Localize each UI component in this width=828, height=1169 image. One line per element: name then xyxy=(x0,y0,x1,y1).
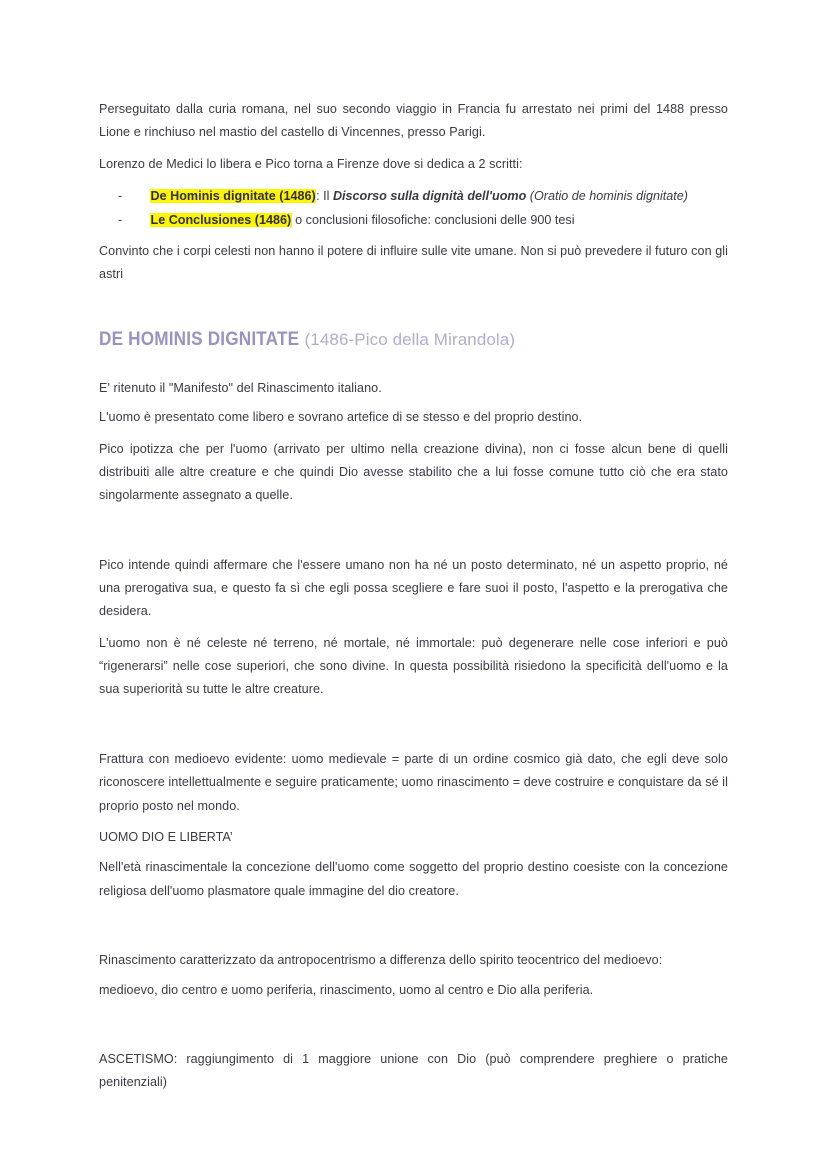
scritti-dash-list xyxy=(99,185,728,232)
paragraph-eta-rinascimentale: Nell'età rinascimentale la concezione dell'uomo come soggetto del proprio destino coesiste con la concezione religiosa dell'uomo plasmatore quale immagine del dio creatore. xyxy=(99,860,728,898)
paragraph-frattura-medioevo: Frattura con medioevo evidente: uomo medievale = parte di un ordine cosmico già dato, che egli deve solo riconoscere intellettualmente e seguire praticamente; uomo rinascimento = deve costruire e conquistare da sé il proprio posto nel mondo. xyxy=(99,752,728,813)
list-item-text-after-highlight: o conclusioni filosofiche: conclusioni delle 900 tesi xyxy=(291,212,575,227)
page-title xyxy=(99,325,728,353)
spacer xyxy=(99,516,728,554)
highlight-le-conclusiones: Le Conclusiones (1486) xyxy=(150,212,292,227)
paragraph-pico-ipotizza: Pico ipotizza che per l'uomo (arrivato per ultimo nella creazione divina), non ci fosse alcun bene di quelli distribuiti alle altre creature e che quindi Dio avesse stabilito che a lui fosse comune tutto ciò che era stato singolarmente assegnato a quelle. xyxy=(99,441,728,503)
section-heading-subtitle: (1486-Pico della Mirandola) xyxy=(304,329,516,349)
paragraph-medioevo-periferia: medioevo, dio centro e uomo periferia, rinascimento, uomo al centro e Dio alla periferia. xyxy=(99,982,594,997)
spacer xyxy=(99,359,728,377)
dash-marker-icon: - xyxy=(118,212,123,227)
paragraph-perseguitato: Perseguitato dalla curia romana, nel suo secondo viaggio in Francia fu arrestato nei primi del 1488 presso Lione e rinchiuso nel mastio del castello di Vincennes, presso Parigi. xyxy=(99,102,728,140)
paragraph-corpi-celesti: Convinto che i corpi celesti non hanno il potere di influire sulle vite umane. Non si può prevedere il futuro con gli astri xyxy=(99,244,729,282)
paragraph-antropocentrismo: Rinascimento caratterizzato da antropocentrismo a differenza dello spirito teocentrico del medioevo: xyxy=(99,953,663,968)
paragraph-uomo-ne-celeste: L'uomo non è né celeste né terreno, né mortale, né immortale: può degenerare nelle cose inferiori e può “rigenerarsi” nelle cose superiori, che sono divine. In questa possibilità risiedono la specificità dell'uomo e la sua superiorità su tutte le altre creature. xyxy=(99,636,728,697)
document-text-column xyxy=(99,98,728,1103)
italic-oratio-de-hominis-dignitate: (Oratio de hominis dignitate) xyxy=(526,188,688,203)
paragraph-lorenzo-de-medici: Lorenzo de Medici lo libera e Pico torna a Firenze dove si dedica a 2 scritti: xyxy=(99,156,523,171)
subheading-uomo-dio-liberta: UOMO DIO E LIBERTA’ xyxy=(99,830,233,845)
paragraph-pico-intende: Pico intende quindi affermare che l'essere umano non ha né un posto determinato, né un aspetto proprio, né una prerogativa sua, e questo fa sì che egli possa scegliere e fare suoi il posto, l'aspetto e la prerogativa che desidera. xyxy=(99,557,728,619)
spacer xyxy=(99,710,728,748)
paragraph-manifesto: E' ritenuto il "Manifesto" del Rinascimento italiano. xyxy=(99,380,382,395)
paragraph-ascetismo: ASCETISMO: raggiungimento di 1 maggiore unione con Dio (può comprendere preghiere o pratiche penitenziali) xyxy=(99,1052,728,1090)
section-heading-main: DE HOMINIS DIGNITATE xyxy=(99,327,300,350)
list-item-text-after-highlight: : Il xyxy=(316,188,333,203)
dash-marker-icon: - xyxy=(118,188,123,203)
paragraph-uomo-libero: L'uomo è presentato come libero e sovrano artefice di se stesso e del proprio destino. xyxy=(99,410,583,425)
spacer xyxy=(99,911,728,949)
spacer xyxy=(99,1010,728,1048)
highlight-de-hominis-dignitate: De Hominis dignitate (1486) xyxy=(150,188,316,203)
spacer xyxy=(99,295,728,325)
bold-italic-discorso: Discorso sulla dignità dell'uomo xyxy=(332,188,527,203)
list-item xyxy=(99,185,728,208)
list-item xyxy=(99,209,728,232)
